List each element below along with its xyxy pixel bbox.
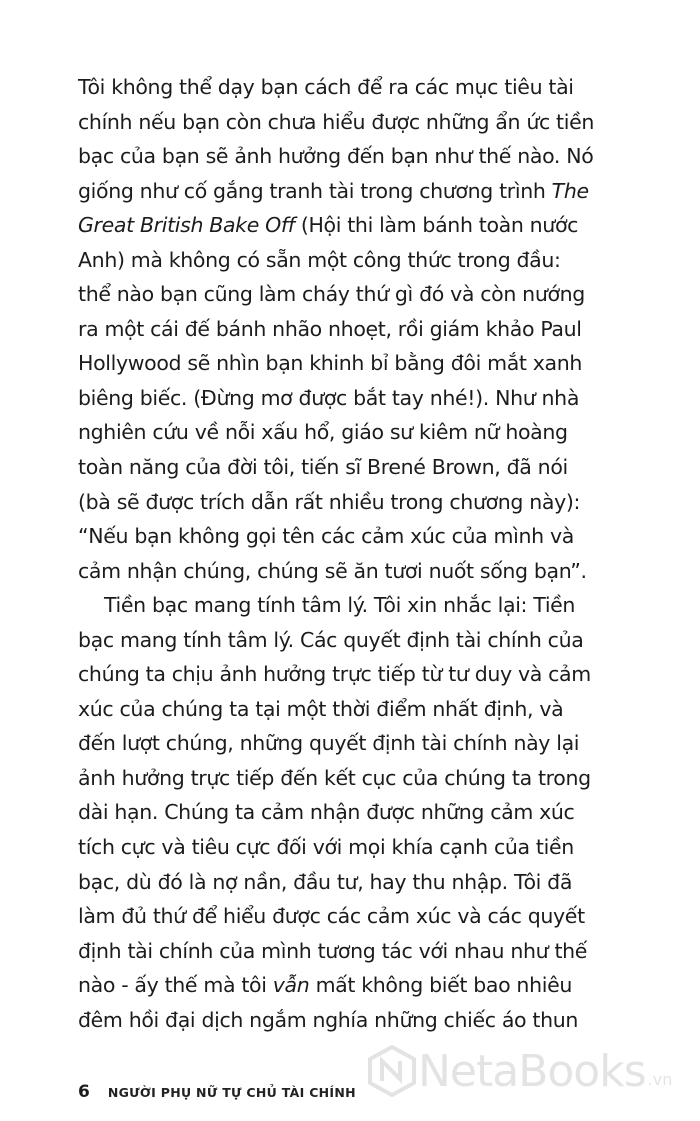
running-title: NGƯỜI PHỤ NỮ TỰ CHỦ TÀI CHÍNH [107,1085,356,1100]
netabooks-logo-icon [366,1045,418,1097]
watermark [366,1045,672,1097]
page-body [78,70,626,1037]
text-line [78,208,626,243]
text-line: làm đủ thứ để hiểu được các cảm xúc và các quyết [78,904,585,929]
text-line: bạc, dù đó là nợ nần, đầu tư, hay thu nhập. Tôi đã [78,869,573,894]
text-line: ra một cái đế bánh nhão nhoẹt, rồi giám khảo Paul [78,316,582,341]
text-span: (Hội thi làm bánh toàn nước [300,213,579,238]
text-line: Anh) mà không có sẵn một công thức trong đầu: [78,247,561,272]
text-line: Tôi không thể dạy bạn cách để ra các mục tiêu tài [78,75,574,99]
text-line: đêm hồi đại dịch ngắm nghía những chiếc áo thun [78,1007,579,1032]
italic-title: Great British Bake Off [78,213,295,238]
text-line: định tài chính của mình tương tác với nhau như thế [78,938,588,963]
text-line: biêng biếc. (Đừng mơ được bắt tay nhé!). Như nhà [78,385,580,410]
watermark-brand: NetaBooks [418,1045,646,1097]
text-line: Tiền bạc mang tính tâm lý. Tôi xin nhắc lại: Tiền [104,593,576,618]
text-line: tích cực và tiêu cực đối với mọi khía cạnh của tiền [78,835,574,860]
text-span: nào - ấy thế mà tôi [78,973,267,998]
text-line: ảnh hưởng trực tiếp đến kết cục của chúng ta trong [78,765,591,790]
text-line: nghiên cứu về nỗi xấu hổ, giáo sư kiêm nữ hoàng [78,420,568,445]
text-line: chính nếu bạn còn chưa hiểu được những ẩn ức tiền [78,109,595,134]
italic-title: The [551,178,589,203]
text-line: bạc của bạn sẽ ảnh hưởng đến bạn như thế nào. Nó [78,144,594,169]
watermark-suffix: .vn [647,1070,673,1089]
text-line: cảm nhận chúng, chúng sẽ ăn tươi nuốt sống bạn”. [78,558,587,583]
text-line: “Nếu bạn không gọi tên các cảm xúc của mình và [78,524,574,549]
text-line: (bà sẽ được trích dẫn rất nhiều trong chương này): [78,489,581,514]
text-line: dài hạn. Chúng ta cảm nhận được những cảm xúc [78,800,575,825]
text-line: thể nào bạn cũng làm cháy thứ gì đó và còn nướng [78,282,585,307]
text-line: chúng ta chịu ảnh hưởng trực tiếp từ tư duy và cảm [78,662,591,687]
text-line: xúc của chúng ta tại một thời điểm nhất định, và [78,696,564,721]
text-line [78,174,626,209]
text-span: giống như cố gắng tranh tài trong chương trình [78,178,546,203]
page-footer [78,1082,356,1102]
text-line: toàn năng của đời tôi, tiến sĩ Brené Brown, đã nói [78,455,568,480]
page-number: 6 [78,1082,90,1102]
text-line: đến lượt chúng, những quyết định tài chính này lại [78,731,580,756]
text-line: Hollywood sẽ nhìn bạn khinh bỉ bằng đôi mắt xanh [78,351,583,376]
text-line [78,968,626,1003]
paragraph-2 [78,588,626,1037]
text-span: mất không biết bao nhiêu [315,973,572,998]
text-line: bạc mang tính tâm lý. Các quyết định tài chính của [78,627,584,652]
paragraph-1 [78,70,626,588]
italic-word: vẫn [272,973,310,998]
